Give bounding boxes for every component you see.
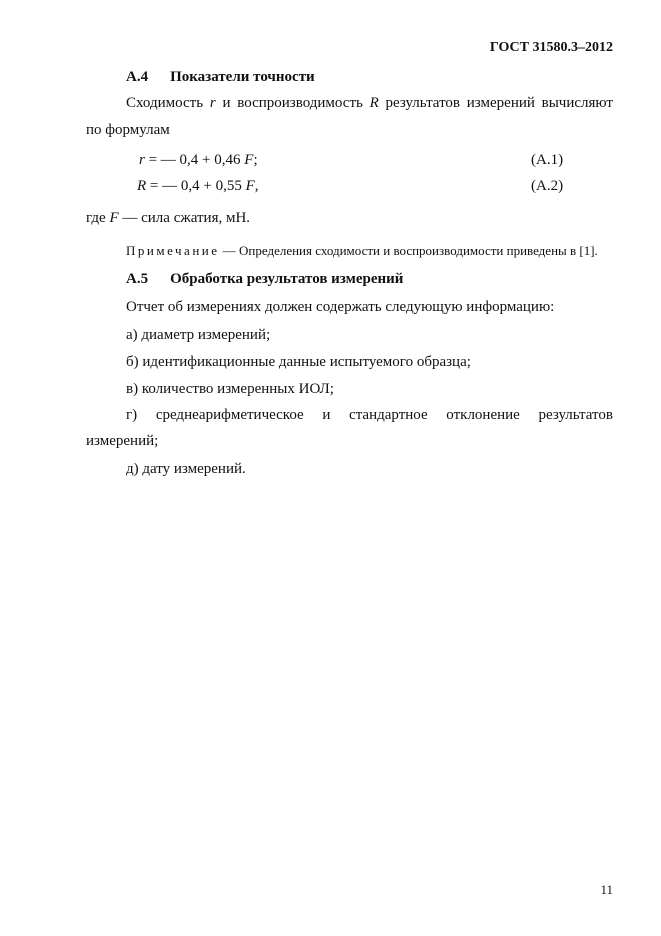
section-a4-intro: Сходимость r и воспроизводимость R результатов измерений вычисляют: [126, 95, 613, 111]
page-number: 11: [600, 882, 613, 897]
r-symbol: r: [209, 95, 216, 111]
formula-a1-number: (А.1): [531, 152, 564, 168]
formula-a2: R = — 0,4 + 0,55 F,: [137, 178, 259, 194]
note-label: Примечание: [126, 243, 220, 258]
list-item: г) среднеарифметическое и стандартное отклонение результатов: [126, 407, 613, 423]
formula-a2-number: (А.2): [531, 178, 564, 194]
R-symbol: R: [369, 95, 379, 111]
section-a4-intro-cont: по формулам: [86, 122, 170, 138]
list-item: б) идентификационные данные испытуемого образца;: [126, 354, 471, 370]
section-a4-title: Показатели точности: [170, 69, 315, 85]
section-a5-heading: [126, 271, 403, 288]
list-item: д) дату измерений.: [126, 461, 246, 477]
standard-header: ГОСТ 31580.3–2012: [489, 40, 613, 55]
list-item-cont: измерений;: [86, 433, 159, 449]
where-clause: где F — сила сжатия, мН.: [86, 210, 251, 226]
list-item: в) количество измеренных ИОЛ;: [126, 381, 334, 397]
section-a5-number: А.5: [126, 271, 149, 287]
note-text: — Определения сходимости и воспроизводимости приведены в [1].: [219, 243, 598, 258]
section-a5-title: Обработка результатов измерений: [170, 271, 404, 287]
formula-a1: r = — 0,4 + 0,46 F;: [139, 152, 258, 168]
section-a5-intro: Отчет об измерениях должен содержать следующую информацию:: [126, 299, 555, 315]
section-a4-number: А.4: [126, 69, 149, 85]
section-a4-heading: [126, 69, 315, 86]
note: [126, 243, 598, 259]
list-item: а) диаметр измерений;: [126, 327, 271, 343]
